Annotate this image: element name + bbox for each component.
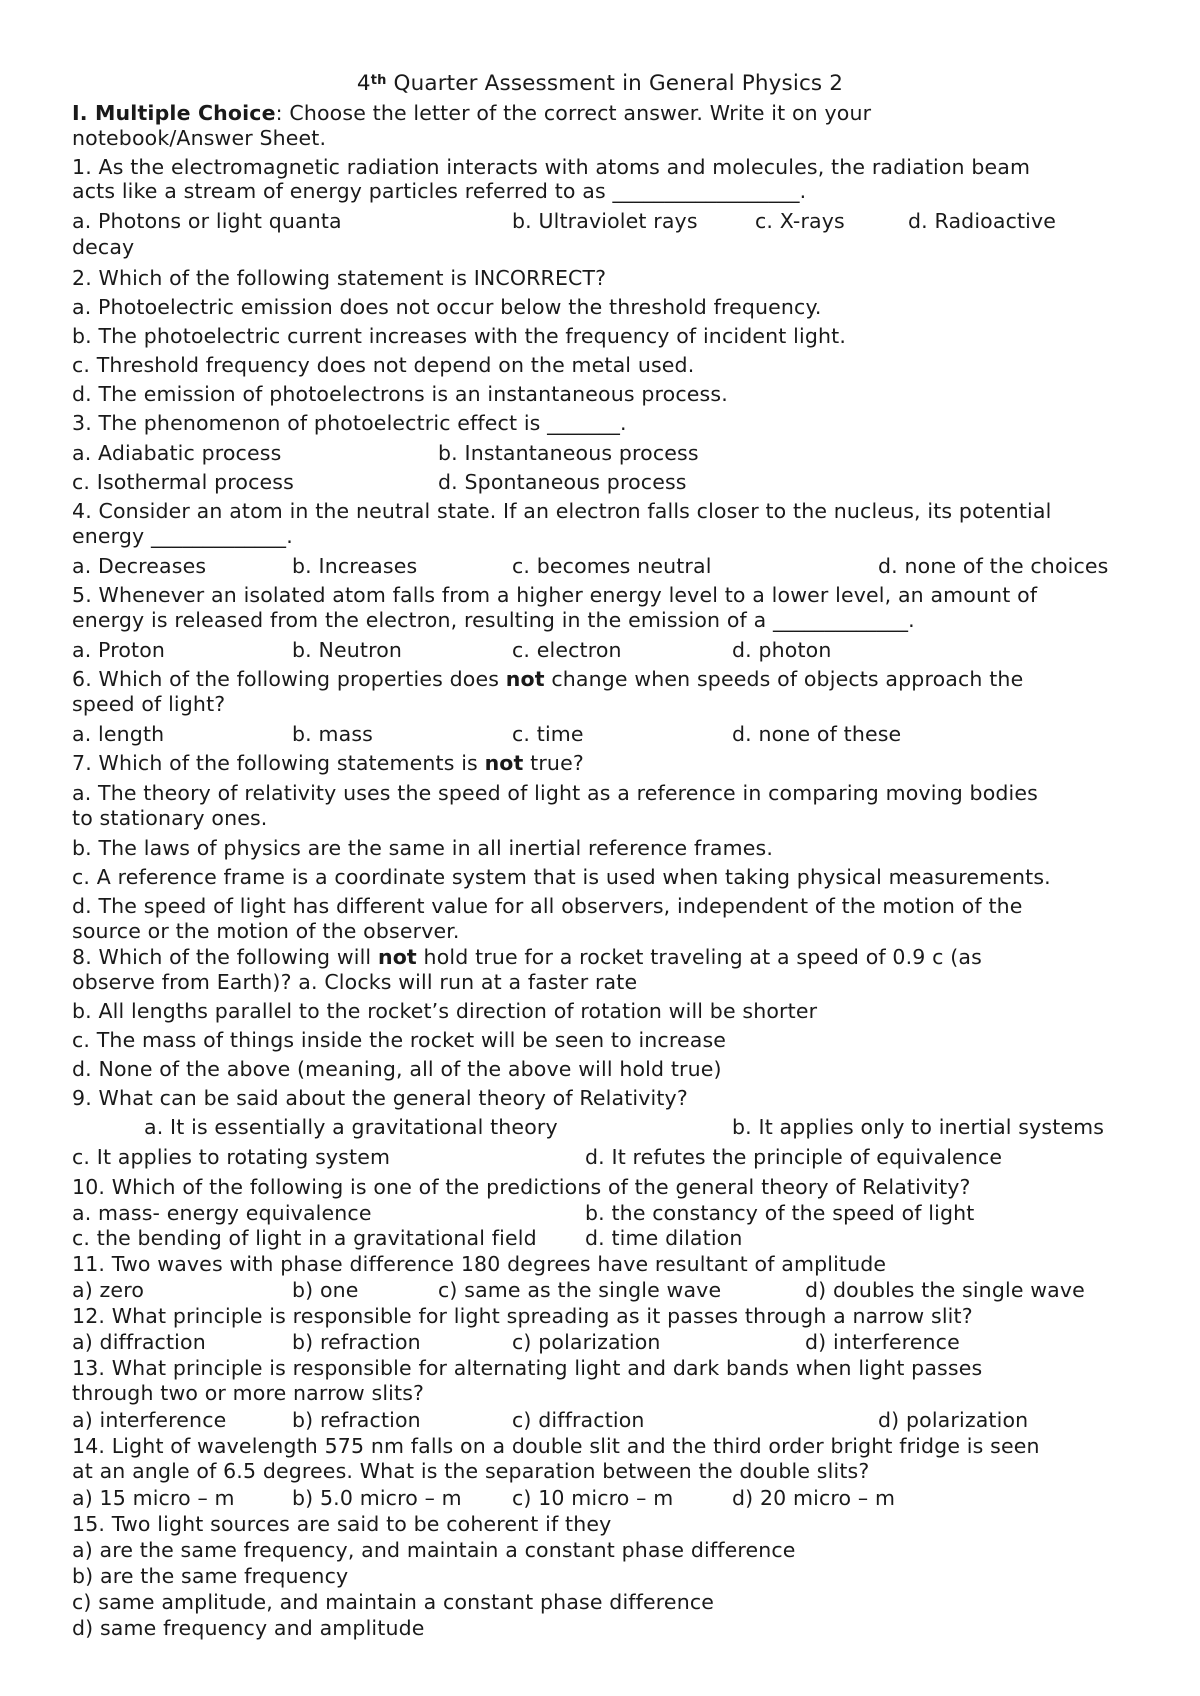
- q9-option-a: a. It is essentially a gravitational theory: [144, 1115, 558, 1139]
- q8-emphasis: not: [377, 945, 417, 969]
- q9-option-d: d. It refutes the principle of equivalence: [585, 1145, 1003, 1169]
- q13-option-d: d) polarization: [878, 1408, 1029, 1432]
- q12-option-c: c) polarization: [512, 1330, 661, 1354]
- instructions-line: [72, 100, 871, 126]
- q15-option-c: c) same amplitude, and maintain a constant phase difference: [72, 1590, 715, 1614]
- question-3: 3. The phenomenon of photoelectric effect is _______.: [72, 411, 627, 435]
- q6-text-2: change when speeds of objects approach the: [544, 667, 1024, 691]
- q6-option-b: b. mass: [292, 722, 373, 746]
- q12-option-a: a) diffraction: [72, 1330, 206, 1354]
- q6-option-a: a. length: [72, 722, 165, 746]
- q10-option-b: b. the constancy of the speed of light: [585, 1201, 975, 1225]
- q7-text-1: 7. Which of the following statements is: [72, 751, 485, 775]
- q3-option-a: a. Adiabatic process: [72, 441, 282, 465]
- q1-option-a: a. Photons or light quanta: [72, 209, 342, 233]
- question-12: 12. What principle is responsible for light spreading as it passes through a narrow slit?: [72, 1304, 973, 1328]
- q12-option-b: b) refraction: [292, 1330, 421, 1354]
- q13-option-b: b) refraction: [292, 1408, 421, 1432]
- q10-option-c: c. the bending of light in a gravitational field: [72, 1226, 537, 1250]
- q9-option-b: b. It applies only to inertial systems: [732, 1115, 1105, 1139]
- q3-option-c: c. Isothermal process: [72, 470, 294, 494]
- q15-option-b: b) are the same frequency: [72, 1564, 349, 1588]
- q14-option-d: d) 20 micro – m: [732, 1486, 896, 1510]
- section-label: I. Multiple Choice: [72, 101, 276, 125]
- q7-option-a-line-2: to stationary ones.: [72, 806, 268, 830]
- question-15: 15. Two light sources are said to be coherent if they: [72, 1512, 612, 1536]
- q6-text-1: 6. Which of the following properties does: [72, 667, 506, 691]
- question-8-line-2: observe from Earth)? a. Clocks will run at a faster rate: [72, 970, 638, 994]
- q7-emphasis: not: [484, 751, 524, 775]
- question-10: 10. Which of the following is one of the predictions of the general theory of Relativity?: [72, 1175, 971, 1199]
- q6-emphasis: not: [505, 667, 545, 691]
- q4-option-d: d. none of the choices: [878, 554, 1109, 578]
- q9-option-c: c. It applies to rotating system: [72, 1145, 391, 1169]
- q11-option-a: a) zero: [72, 1278, 145, 1302]
- question-1-line-2: acts like a stream of energy particles referred to as __________________.: [72, 179, 807, 203]
- q11-option-b: b) one: [292, 1278, 359, 1302]
- q4-option-b: b. Increases: [292, 554, 418, 578]
- q7-option-a-line-1: a. The theory of relativity uses the speed of light as a reference in comparing moving bodies: [72, 781, 1038, 805]
- q10-option-a: a. mass- energy equivalence: [72, 1201, 372, 1225]
- q2-option-d: d. The emission of photoelectrons is an instantaneous process.: [72, 382, 728, 406]
- q5-option-a: a. Proton: [72, 638, 166, 662]
- title-text: Quarter Assessment in General Physics 2: [386, 71, 844, 96]
- q7-option-c: c. A reference frame is a coordinate system that is used when taking physical measurements.: [72, 865, 1051, 889]
- q6-option-c: c. time: [512, 722, 584, 746]
- q7-option-d-line-1: d. The speed of light has different value for all observers, independent of the motion of the: [72, 894, 1023, 918]
- question-6-line-1: [72, 666, 1023, 692]
- title-ordinal: 4: [356, 71, 371, 96]
- title-ordinal-suffix: th: [370, 73, 387, 88]
- q8-text-1: 8. Which of the following will: [72, 945, 378, 969]
- q6-option-d: d. none of these: [732, 722, 902, 746]
- q7-option-d-line-2: source or the motion of the observer.: [72, 919, 460, 943]
- q1-option-d-cont: decay: [72, 235, 135, 259]
- q14-option-b: b) 5.0 micro – m: [292, 1486, 462, 1510]
- q5-option-c: c. electron: [512, 638, 622, 662]
- q5-option-b: b. Neutron: [292, 638, 403, 662]
- question-13-line-2: through two or more narrow slits?: [72, 1381, 425, 1405]
- q2-option-b: b. The photoelectric current increases with the frequency of incident light.: [72, 324, 846, 348]
- q10-option-d: d. time dilation: [585, 1226, 743, 1250]
- question-2: 2. Which of the following statement is INCORRECT?: [72, 266, 607, 290]
- question-6-line-2: speed of light?: [72, 692, 226, 716]
- question-7: [72, 750, 584, 776]
- q13-option-c: c) diffraction: [512, 1408, 645, 1432]
- page-title: [0, 70, 1200, 98]
- q4-option-a: a. Decreases: [72, 554, 207, 578]
- instructions-text: : Choose the letter of the correct answer. Write it on your: [275, 101, 872, 125]
- question-5-line-2: energy is released from the electron, resulting in the emission of a _____________.: [72, 608, 915, 632]
- question-4-line-1: 4. Consider an atom in the neutral state. If an electron falls closer to the nucleus, its potential: [72, 499, 1052, 523]
- question-9: 9. What can be said about the general theory of Relativity?: [72, 1086, 688, 1110]
- q1-option-b: b. Ultraviolet rays: [512, 209, 698, 233]
- question-4-line-2: energy _____________.: [72, 524, 293, 548]
- q1-option-d: d. Radioactive: [908, 209, 1057, 233]
- q14-option-a: a) 15 micro – m: [72, 1486, 235, 1510]
- q8-option-d: d. None of the above (meaning, all of the above will hold true): [72, 1057, 722, 1081]
- q3-option-d: d. Spontaneous process: [438, 470, 687, 494]
- q11-option-d: d) doubles the single wave: [805, 1278, 1085, 1302]
- q7-text-2: true?: [523, 751, 584, 775]
- q5-option-d: d. photon: [732, 638, 832, 662]
- q14-option-c: c) 10 micro – m: [512, 1486, 674, 1510]
- question-5-line-1: 5. Whenever an isolated atom falls from a higher energy level to a lower level, an amount of: [72, 583, 1038, 607]
- q8-option-c: c. The mass of things inside the rocket will be seen to increase: [72, 1028, 727, 1052]
- question-11: 11. Two waves with phase difference 180 degrees have resultant of amplitude: [72, 1252, 887, 1276]
- q8-option-b: b. All lengths parallel to the rocket’s direction of rotation will be shorter: [72, 999, 818, 1023]
- q3-option-b: b. Instantaneous process: [438, 441, 699, 465]
- question-13-line-1: 13. What principle is responsible for alternating light and dark bands when light passes: [72, 1356, 983, 1380]
- q4-option-c: c. becomes neutral: [512, 554, 712, 578]
- q7-option-b: b. The laws of physics are the same in all inertial reference frames.: [72, 836, 773, 860]
- q11-option-c: c) same as the single wave: [438, 1278, 722, 1302]
- q2-option-a: a. Photoelectric emission does not occur below the threshold frequency.: [72, 295, 822, 319]
- question-8-line-1: [72, 944, 982, 970]
- q1-option-c: c. X-rays: [755, 209, 845, 233]
- instructions-line-2: notebook/Answer Sheet.: [72, 126, 327, 150]
- question-14-line-1: 14. Light of wavelength 575 nm falls on a double slit and the third order bright fridge is seen: [72, 1434, 1040, 1458]
- q13-option-a: a) interference: [72, 1408, 227, 1432]
- q15-option-d: d) same frequency and amplitude: [72, 1616, 425, 1640]
- question-1-line-1: 1. As the electromagnetic radiation interacts with atoms and molecules, the radiation beam: [72, 155, 1031, 179]
- q2-option-c: c. Threshold frequency does not depend on the metal used.: [72, 353, 695, 377]
- q12-option-d: d) interference: [805, 1330, 960, 1354]
- q8-text-2: hold true for a rocket traveling at a speed of 0.9 c (as: [416, 945, 982, 969]
- question-14-line-2: at an angle of 6.5 degrees. What is the separation between the double slits?: [72, 1459, 870, 1483]
- q15-option-a: a) are the same frequency, and maintain a constant phase difference: [72, 1538, 796, 1562]
